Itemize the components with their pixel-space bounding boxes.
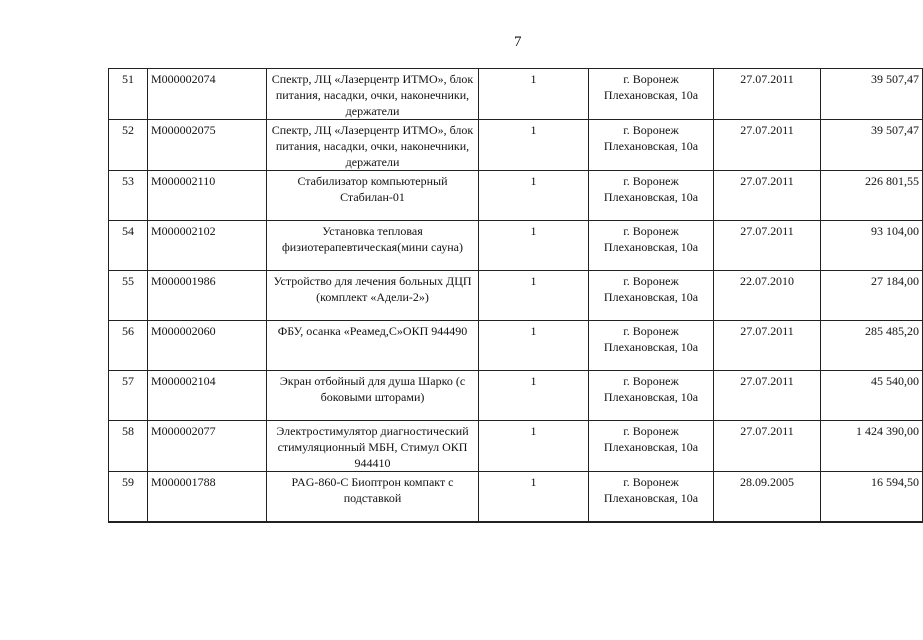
- item-date: 28.09.2005: [714, 472, 821, 523]
- item-sum: 226 801,55: [821, 171, 923, 221]
- inventory-code: М000002104: [148, 371, 267, 421]
- row-number: 59: [109, 472, 148, 523]
- inventory-code: М000002102: [148, 221, 267, 271]
- table-row: [109, 421, 923, 472]
- item-address: г. Воронеж Плехановская, 10а: [589, 221, 714, 271]
- item-quantity: 1: [479, 171, 589, 221]
- item-quantity: 1: [479, 421, 589, 472]
- item-date: 27.07.2011: [714, 221, 821, 271]
- item-name: Устройство для лечения больных ДЦП (комплект «Адели-2»): [267, 271, 479, 321]
- item-date: 27.07.2011: [714, 321, 821, 371]
- item-date: 22.07.2010: [714, 271, 821, 321]
- item-name: Спектр, ЛЦ «Лазерцентр ИТМО», блок питания, насадки, очки, наконечники, держатели: [267, 120, 479, 171]
- row-number: 51: [109, 69, 148, 120]
- item-address: г. Воронеж Плехановская, 10а: [589, 421, 714, 472]
- row-number: 55: [109, 271, 148, 321]
- inventory-code: М000002060: [148, 321, 267, 371]
- table-row: [109, 321, 923, 371]
- item-name: Стабилизатор компьютерный Стабилан-01: [267, 171, 479, 221]
- item-sum: 27 184,00: [821, 271, 923, 321]
- item-quantity: 1: [479, 120, 589, 171]
- row-number: 57: [109, 371, 148, 421]
- inventory-code: М000002077: [148, 421, 267, 472]
- item-address: г. Воронеж Плехановская, 10а: [589, 321, 714, 371]
- table-row: [109, 120, 923, 171]
- item-sum: 39 507,47: [821, 69, 923, 120]
- page-number: 7: [514, 34, 522, 50]
- item-date: 27.07.2011: [714, 171, 821, 221]
- item-address: г. Воронеж Плехановская, 10а: [589, 120, 714, 171]
- item-sum: 93 104,00: [821, 221, 923, 271]
- item-address: г. Воронеж Плехановская, 10а: [589, 371, 714, 421]
- item-address: г. Воронеж Плехановская, 10а: [589, 472, 714, 523]
- inventory-code: М000001986: [148, 271, 267, 321]
- table-row: [109, 271, 923, 321]
- table-row: [109, 69, 923, 120]
- item-address: г. Воронеж Плехановская, 10а: [589, 171, 714, 221]
- inventory-code: М000002110: [148, 171, 267, 221]
- table-row: [109, 472, 923, 523]
- row-number: 54: [109, 221, 148, 271]
- item-quantity: 1: [479, 69, 589, 120]
- item-sum: 45 540,00: [821, 371, 923, 421]
- item-name: PAG-860-C Биоптрон компакт с подставкой: [267, 472, 479, 523]
- item-address: г. Воронеж Плехановская, 10а: [589, 271, 714, 321]
- item-name: ФБУ, осанка «Реамед,С»ОКП 944490: [267, 321, 479, 371]
- item-quantity: 1: [479, 371, 589, 421]
- item-name: Установка тепловая физиотерапевтическая(мини сауна): [267, 221, 479, 271]
- inventory-code: М000001788: [148, 472, 267, 523]
- item-date: 27.07.2011: [714, 120, 821, 171]
- item-date: 27.07.2011: [714, 421, 821, 472]
- inventory-code: М000002074: [148, 69, 267, 120]
- inventory-table: [108, 68, 923, 523]
- row-number: 56: [109, 321, 148, 371]
- item-quantity: 1: [479, 472, 589, 523]
- row-number: 52: [109, 120, 148, 171]
- table-row: [109, 171, 923, 221]
- item-quantity: 1: [479, 321, 589, 371]
- table-row: [109, 371, 923, 421]
- inventory-code: М000002075: [148, 120, 267, 171]
- row-number: 58: [109, 421, 148, 472]
- item-date: 27.07.2011: [714, 371, 821, 421]
- item-quantity: 1: [479, 221, 589, 271]
- row-number: 53: [109, 171, 148, 221]
- item-sum: 1 424 390,00: [821, 421, 923, 472]
- item-address: г. Воронеж Плехановская, 10а: [589, 69, 714, 120]
- item-sum: 39 507,47: [821, 120, 923, 171]
- item-date: 27.07.2011: [714, 69, 821, 120]
- item-sum: 285 485,20: [821, 321, 923, 371]
- item-quantity: 1: [479, 271, 589, 321]
- table-row: [109, 221, 923, 271]
- item-name: Электростимулятор диагностический стимуляционный МБН, Стимул ОКП 944410: [267, 421, 479, 472]
- item-name: Экран отбойный для душа Шарко (с боковыми шторами): [267, 371, 479, 421]
- item-name: Спектр, ЛЦ «Лазерцентр ИТМО», блок питания, насадки, очки, наконечники, держатели: [267, 69, 479, 120]
- item-sum: 16 594,50: [821, 472, 923, 523]
